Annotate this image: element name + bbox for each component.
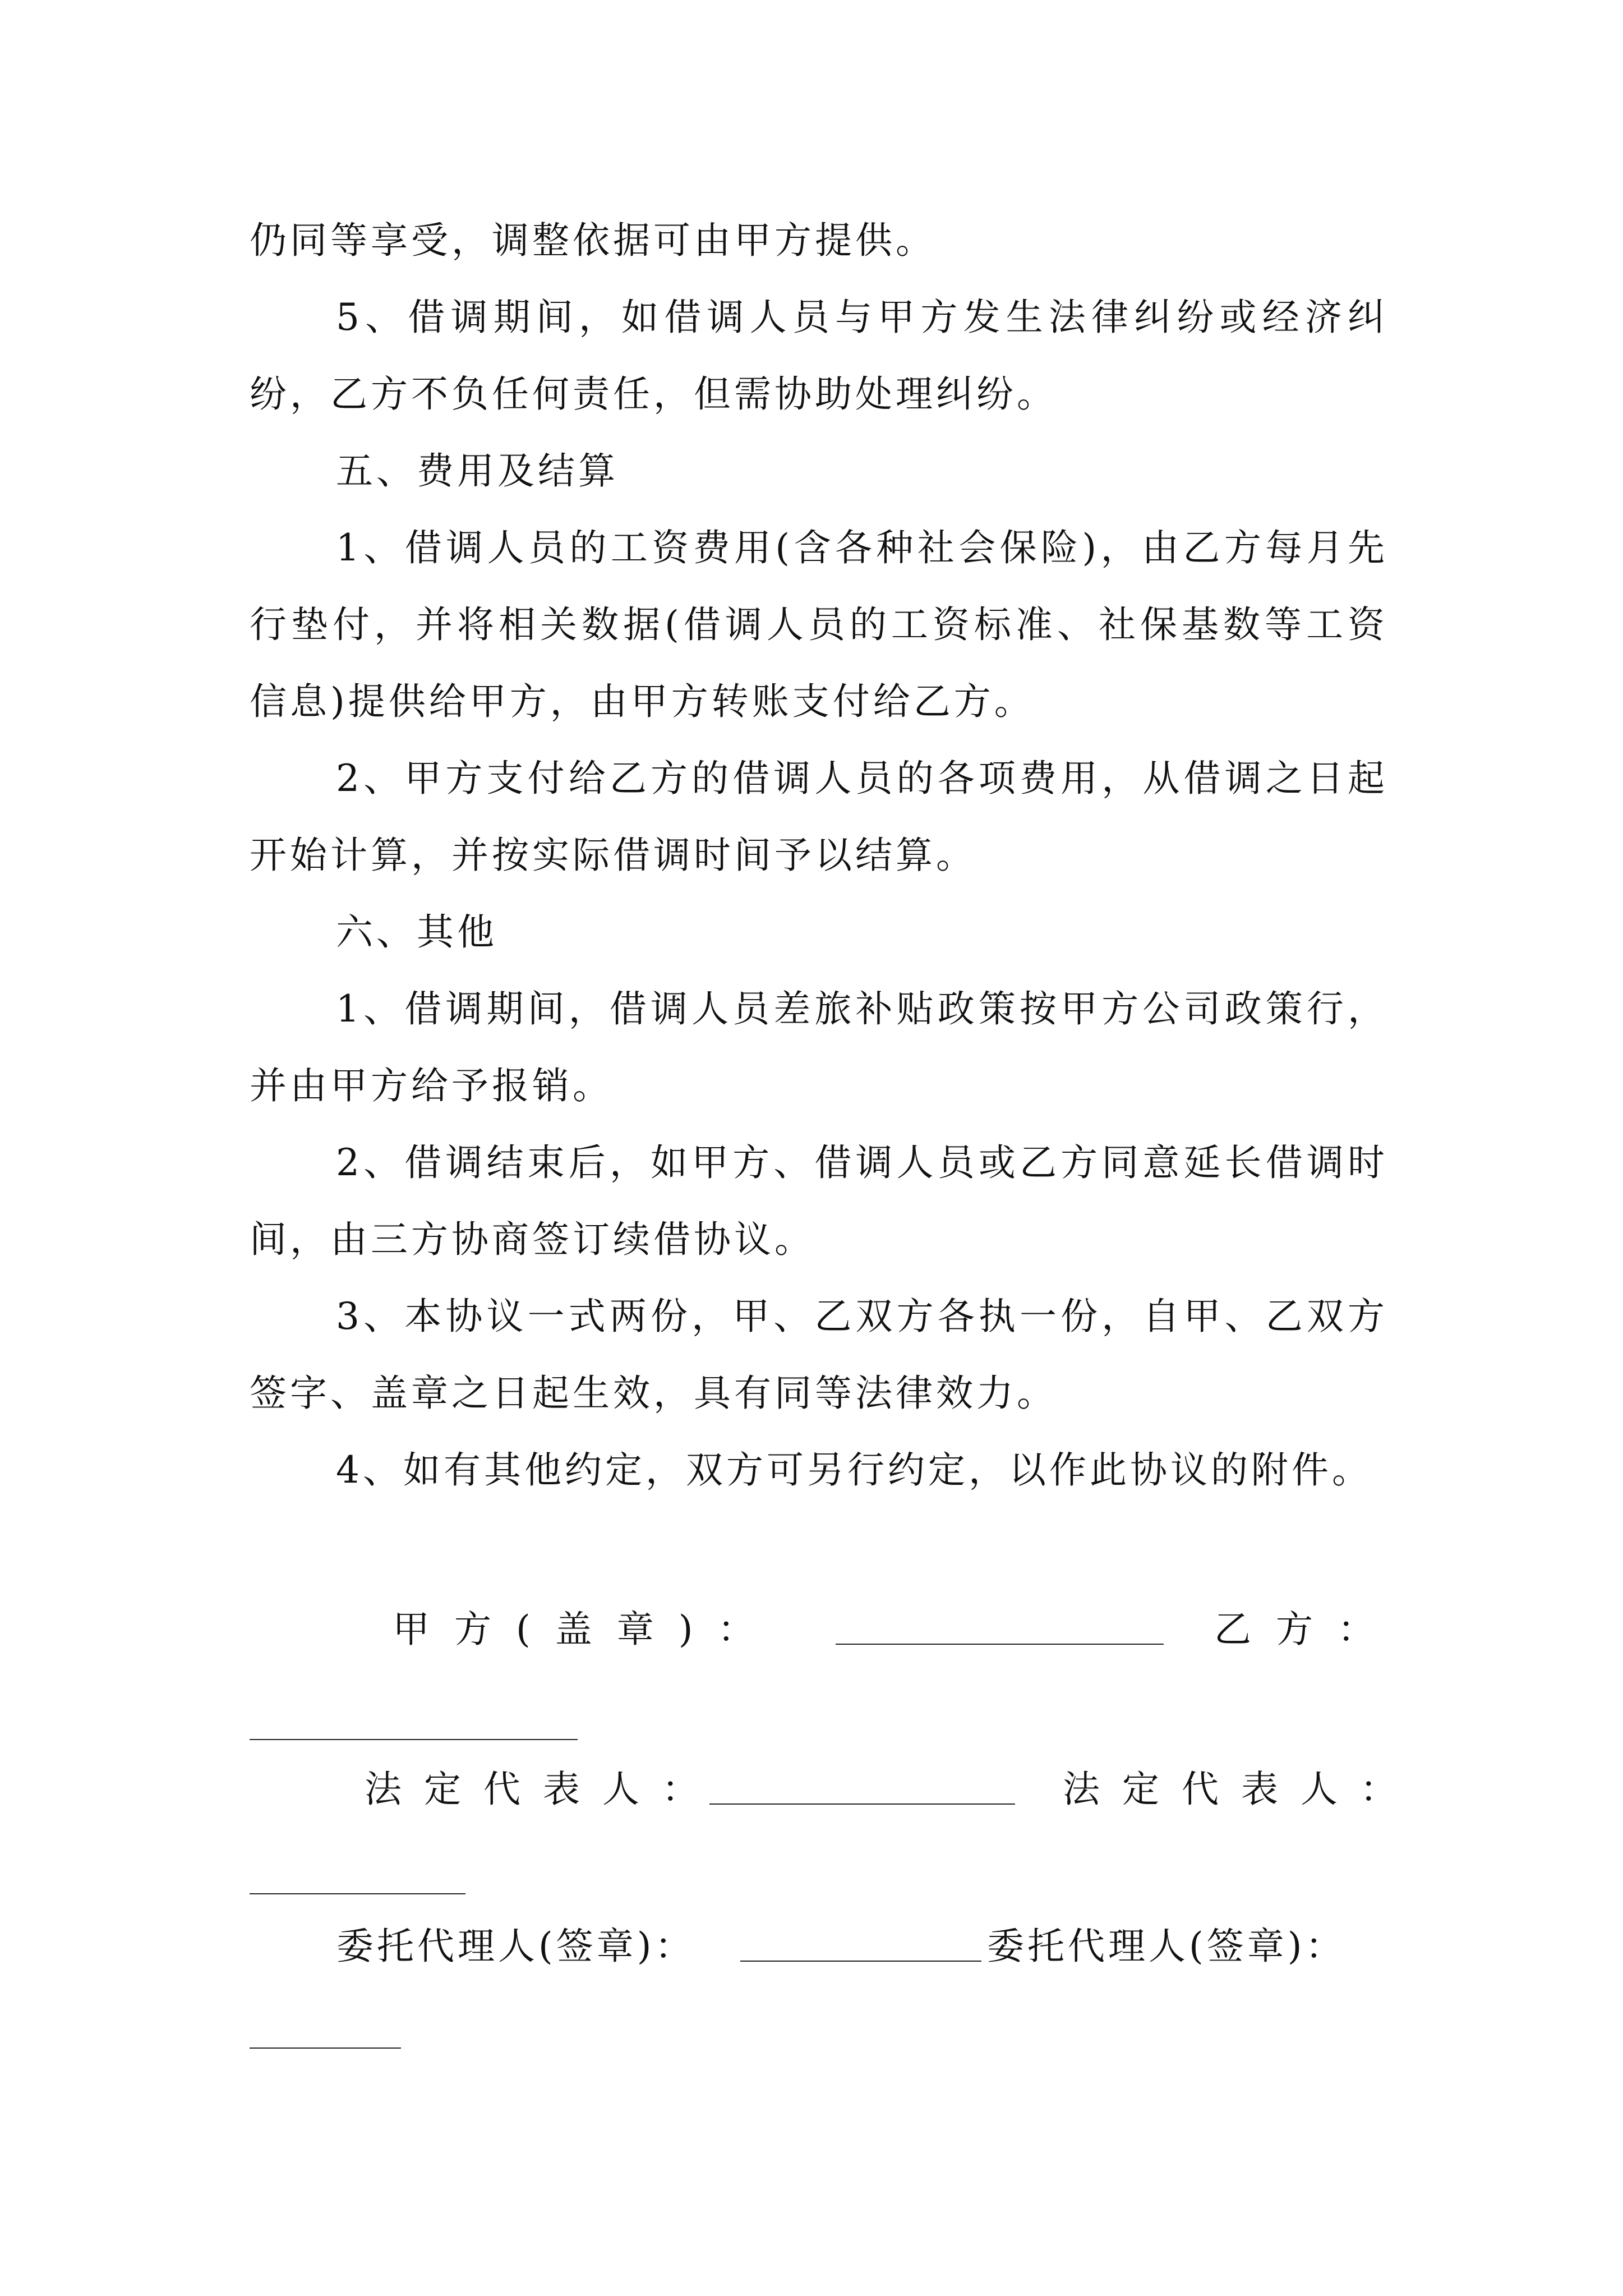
paragraph: 3、本协议一式两份，甲、乙双方各执一份，自甲、乙双方签字、盖章之日起生效，具有同等法律效力。 [250, 1295, 1388, 1415]
signature-row-agent [0, 1921, 1623, 1972]
agent-b-line[interactable] [250, 2047, 401, 2049]
agreement-body [250, 202, 1388, 1508]
paragraph: 仍同等享受，调整依据可由甲方提供。 [250, 219, 936, 262]
paragraph: 5、借调期间，如借调人员与甲方发生法律纠纷或经济纠纷，乙方不负任何责任，但需协助处理纠纷。 [250, 296, 1388, 416]
legal-rep-a-label: 法定代表人： [365, 1768, 721, 1811]
agent-a-label: 委托代理人(签章)： [336, 1925, 695, 1968]
party-b-line[interactable] [250, 1739, 578, 1740]
signature-row-parties [0, 1604, 1623, 1655]
legal-rep-b-label: 法定代表人： [1063, 1768, 1419, 1811]
party-a-seal-label: 甲方(盖章)： [393, 1608, 780, 1651]
party-a-seal-line[interactable] [836, 1644, 1164, 1645]
signature-row-legal-rep [0, 1764, 1623, 1815]
agent-b-label: 委托代理人(签章)： [987, 1925, 1346, 1968]
legal-rep-b-line[interactable] [250, 1893, 465, 1894]
paragraph: 2、甲方支付给乙方的借调人员的各项费用，从借调之日起开始计算，并按实际借调时间予以结算。 [250, 757, 1388, 877]
agent-a-line[interactable] [740, 1961, 981, 1962]
paragraph: 1、借调期间，借调人员差旅补贴政策按甲方公司政策行，并由甲方给予报销。 [250, 987, 1388, 1107]
party-b-label: 乙方： [1214, 1608, 1399, 1651]
paragraph: 4、如有其他约定，双方可另行约定，以作此协议的附件。 [336, 1448, 1372, 1492]
section-heading-fees: 五、费用及结算 [336, 449, 619, 493]
legal-rep-a-line[interactable] [709, 1803, 1015, 1805]
paragraph: 2、借调结束后，如甲方、借调人员或乙方同意延长借调时间，由三方协商签订续借协议。 [250, 1141, 1388, 1261]
paragraph: 1、借调人员的工资费用(含各种社会保险)，由乙方每月先行垫付，并将相关数据(借调人员的工资标准、社保基数等工资信息)提供给甲方，由甲方转账支付给乙方。 [250, 526, 1388, 723]
section-heading-other: 六、其他 [336, 910, 497, 954]
